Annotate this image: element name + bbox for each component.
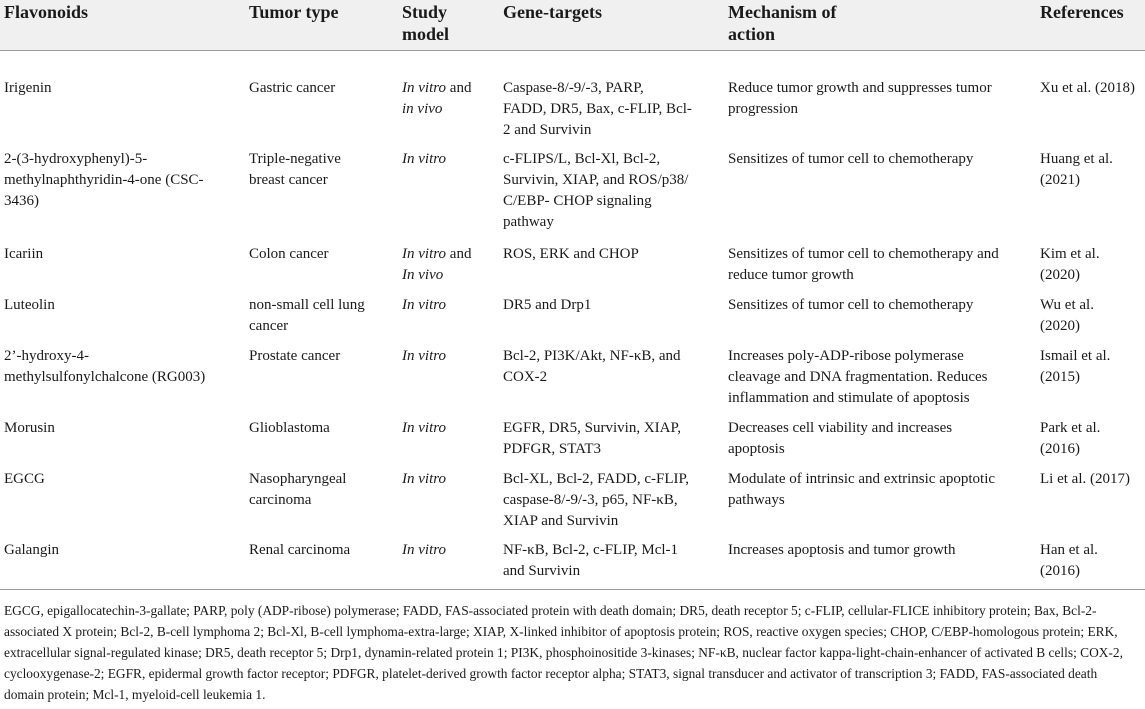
cell-line xyxy=(402,418,446,439)
cell-ref xyxy=(1040,78,1135,99)
cell-line xyxy=(402,99,471,120)
cell-line: Morusin xyxy=(4,420,55,436)
cell-line: EGFR, DR5, Survivin, XIAP, xyxy=(503,420,681,436)
cell-line: ROS, ERK and CHOP xyxy=(503,246,639,262)
cell-line: (2015) xyxy=(1040,369,1080,385)
model-italic: In vitro xyxy=(402,348,447,364)
cell-mechanism xyxy=(728,78,992,120)
cell-line: Irigenin xyxy=(4,80,52,96)
cell-line: Huang et al. xyxy=(1040,151,1113,167)
cell-line: Colon cancer xyxy=(249,246,329,262)
model-suffix: and xyxy=(446,80,472,96)
cell-flavonoid xyxy=(4,540,59,561)
cell-line: carcinoma xyxy=(249,492,312,508)
cell-mechanism xyxy=(728,295,973,316)
cell-flavonoid xyxy=(4,149,204,212)
cell-ref xyxy=(1040,346,1110,388)
cell-tumor xyxy=(249,346,340,367)
cell-targets xyxy=(503,469,689,532)
cell-model xyxy=(402,78,471,120)
cell-flavonoid xyxy=(4,346,205,388)
model-italic: In vitro xyxy=(402,80,447,96)
cell-line: (2021) xyxy=(1040,172,1080,188)
cell-flavonoid xyxy=(4,244,43,265)
cell-line: Triple-negative xyxy=(249,151,341,167)
cell-model xyxy=(402,469,446,490)
cell-line: non-small cell lung xyxy=(249,297,365,313)
cell-line: reduce tumor growth xyxy=(728,267,854,283)
cell-tumor xyxy=(249,540,350,561)
cell-line: and Survivin xyxy=(503,563,581,579)
cell-line xyxy=(402,265,471,286)
cell-flavonoid xyxy=(4,469,45,490)
cell-mechanism xyxy=(728,346,987,409)
cell-line: pathways xyxy=(728,492,785,508)
cell-tumor xyxy=(249,295,365,337)
cell-line xyxy=(402,346,446,367)
cell-ref xyxy=(1040,244,1100,286)
model-italic: In vivo xyxy=(402,267,444,283)
cell-line: PDFGR, STAT3 xyxy=(503,441,601,457)
cell-line: Xu et al. (2018) xyxy=(1040,80,1135,96)
cell-ref xyxy=(1040,469,1130,490)
model-italic: In vitro xyxy=(402,151,447,167)
cell-mechanism xyxy=(728,149,973,170)
cell-line: Survivin, XIAP, and ROS/p38/ xyxy=(503,172,689,188)
cell-line: inflammation and stimulate of apoptosis xyxy=(728,390,970,406)
cell-model xyxy=(402,540,446,561)
cell-line: apoptosis xyxy=(728,441,785,457)
table-bottom-divider xyxy=(0,589,1145,590)
cell-mechanism xyxy=(728,244,999,286)
cell-line: (2016) xyxy=(1040,563,1080,579)
cell-line: (2016) xyxy=(1040,441,1080,457)
cell-line: Sensitizes of tumor cell to chemotherapy xyxy=(728,297,974,313)
header-divider xyxy=(0,50,1145,51)
cell-line: (2020) xyxy=(1040,318,1080,334)
cell-line: Bcl-XL, Bcl-2, FADD, c-FLIP, xyxy=(503,471,689,487)
cell-line: Gastric cancer xyxy=(249,80,336,96)
model-italic: In vitro xyxy=(402,542,447,558)
cell-line: EGCG xyxy=(4,471,45,487)
cell-line: methylnaphthyridin-4-one (CSC- xyxy=(4,172,204,188)
cell-line: c-FLIPS/L, Bcl-Xl, Bcl-2, xyxy=(503,151,661,167)
cell-targets xyxy=(503,418,681,460)
cell-model xyxy=(402,418,446,439)
cell-line: breast cancer xyxy=(249,172,328,188)
cell-line: Reduce tumor growth and suppresses tumor xyxy=(728,80,992,96)
cell-line: caspase-8/-9/-3, p65, NF-κB, xyxy=(503,492,678,508)
cell-line: Han et al. xyxy=(1040,542,1098,558)
cell-line: cleavage and DNA fragmentation. Reduces xyxy=(728,369,988,385)
cell-line: (2020) xyxy=(1040,267,1080,283)
cell-line: Kim et al. xyxy=(1040,246,1100,262)
cell-line: Li et al. (2017) xyxy=(1040,471,1130,487)
cell-line: Bcl-2, PI3K/Akt, NF-κB, and xyxy=(503,348,681,364)
cell-targets xyxy=(503,540,678,582)
cell-line: Park et al. xyxy=(1040,420,1101,436)
cell-line: 3436) xyxy=(4,193,39,209)
model-italic: In vitro xyxy=(402,246,447,262)
cell-model xyxy=(402,346,446,367)
cell-tumor xyxy=(249,149,341,191)
cell-line: 2’-hydroxy-4- xyxy=(4,348,89,364)
header-references: References xyxy=(1040,2,1124,22)
cell-line: Icariin xyxy=(4,246,44,262)
header-mechanism-line: action xyxy=(728,24,775,44)
cell-line: Modulate of intrinsic and extrinsic apoptotic xyxy=(728,471,996,487)
cell-line: Prostate cancer xyxy=(249,348,341,364)
cell-line: Renal carcinoma xyxy=(249,542,351,558)
cell-tumor xyxy=(249,469,346,511)
table-footnote: EGCG, epigallocatechin-3-gallate; PARP, poly (ADP-ribose) polymerase; FADD, FAS-associated protein with death domain; DR5, death receptor 5; c-FLIP, cellular-FLICE inhibitory protein; Bax, Bcl-2-associated X protein; Bcl-2, B-cell lymphoma 2; Bcl-Xl, B-cell lymphoma-extra-large; XIAP, X-linked inhibitor of apoptosis protein; ROS, reactive oxygen species; CHOP, C/EBP-homologous protein; ERK, extracellular signal-regulated kinase; DR5, death receptor 5; Drp1, dynamin-related protein 1; PI3K, phosphoinositide 3-kinases; NF-κB, nuclear factor kappa-light-chain-enhancer of activated B cells; COX-2, cyclooxygenase-2; EGFR, epidermal growth factor receptor; PDFGR, platelet-derived growth factor receptor alpha; STAT3, signal transducer and activator of transcription 3; FADD, FAS-associated death domain protein; Mcl-1, myeloid-cell leukemia 1. xyxy=(4,603,1123,702)
cell-line: cancer xyxy=(249,318,289,334)
header-flavonoids: Flavonoids xyxy=(4,2,89,22)
cell-ref xyxy=(1040,149,1113,191)
cell-line: 2-(3-hydroxyphenyl)-5- xyxy=(4,151,148,167)
cell-ref xyxy=(1040,418,1100,460)
cell-line: 2 and Survivin xyxy=(503,122,592,138)
cell-flavonoid xyxy=(4,418,55,439)
cell-line: Caspase-8/-9/-3, PARP, xyxy=(503,80,644,96)
model-italic: In vitro xyxy=(402,297,447,313)
header-study-model xyxy=(402,1,449,45)
cell-flavonoid xyxy=(4,78,51,99)
cell-targets xyxy=(503,346,681,388)
cell-mechanism xyxy=(728,418,952,460)
cell-mechanism xyxy=(728,540,955,561)
cell-model xyxy=(402,295,446,316)
cell-flavonoid xyxy=(4,295,55,316)
header-study-model-line: Study xyxy=(402,2,448,22)
cell-line xyxy=(402,540,446,561)
model-italic: In vitro xyxy=(402,471,447,487)
cell-targets xyxy=(503,244,639,265)
cell-tumor xyxy=(249,78,335,99)
cell-line: Increases apoptosis and tumor growth xyxy=(728,542,956,558)
header-mechanism-line: Mechanism of xyxy=(728,2,837,22)
cell-line: XIAP and Survivin xyxy=(503,513,619,529)
cell-targets xyxy=(503,295,591,316)
cell-line: Ismail et al. xyxy=(1040,348,1111,364)
cell-line xyxy=(402,78,471,99)
cell-line xyxy=(402,469,446,490)
cell-line: Sensitizes of tumor cell to chemotherapy and xyxy=(728,246,999,262)
header-tumor-type: Tumor type xyxy=(249,2,339,22)
cell-line: methylsulfonylchalcone (RG003) xyxy=(4,369,206,385)
cell-line: Decreases cell viability and increases xyxy=(728,420,953,436)
cell-line: Luteolin xyxy=(4,297,55,313)
cell-line: DR5 and Drp1 xyxy=(503,297,592,313)
model-italic: In vitro xyxy=(402,420,447,436)
cell-line: Galangin xyxy=(4,542,59,558)
table-header xyxy=(0,0,1145,50)
cell-line: Wu et al. xyxy=(1040,297,1094,313)
cell-line: Glioblastoma xyxy=(249,420,330,436)
cell-ref xyxy=(1040,295,1094,337)
model-italic: in vivo xyxy=(402,101,443,117)
cell-line: Increases poly-ADP-ribose polymerase xyxy=(728,348,964,364)
cell-line: Nasopharyngeal xyxy=(249,471,347,487)
cell-tumor xyxy=(249,244,329,265)
cell-model xyxy=(402,149,446,170)
cell-line: Sensitizes of tumor cell to chemotherapy xyxy=(728,151,974,167)
cell-line: progression xyxy=(728,101,798,117)
cell-line: COX-2 xyxy=(503,369,548,385)
cell-line: C/EBP- CHOP signaling xyxy=(503,193,652,209)
cell-mechanism xyxy=(728,469,995,511)
cell-targets xyxy=(503,78,692,141)
cell-ref xyxy=(1040,540,1098,582)
cell-line: NF-κB, Bcl-2, c-FLIP, Mcl-1 xyxy=(503,542,679,558)
cell-line xyxy=(402,295,446,316)
model-suffix: and xyxy=(446,246,472,262)
header-study-model-line: model xyxy=(402,24,449,44)
header-gene-targets: Gene-targets xyxy=(503,2,602,22)
header-mechanism xyxy=(728,1,836,45)
cell-line: pathway xyxy=(503,214,554,230)
cell-line xyxy=(402,149,446,170)
cell-line: FADD, DR5, Bax, c-FLIP, Bcl- xyxy=(503,101,692,117)
cell-targets xyxy=(503,149,688,233)
cell-model xyxy=(402,244,471,286)
cell-line xyxy=(402,244,471,265)
cell-tumor xyxy=(249,418,330,439)
